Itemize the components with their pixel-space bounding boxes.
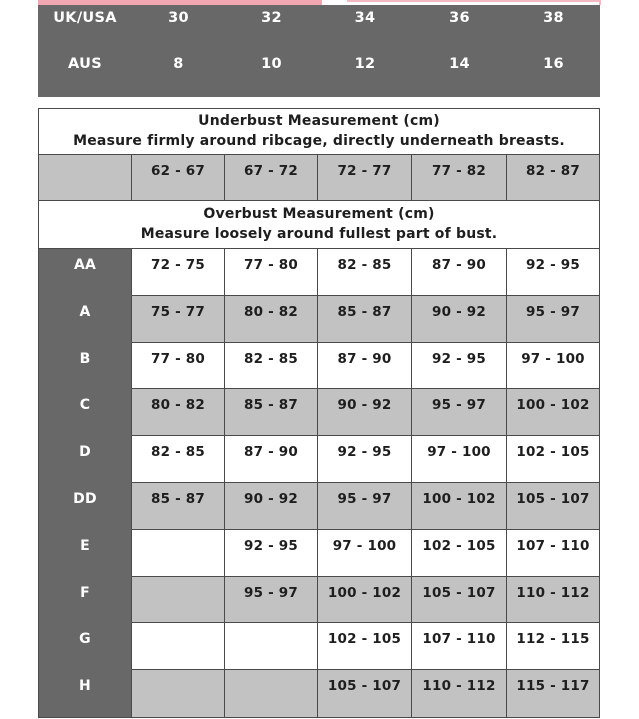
overbust-range-cell: 100 - 102: [412, 483, 507, 530]
size-cell: 30: [168, 10, 189, 26]
empty-cell: [132, 530, 225, 577]
cup-row-c: [39, 389, 599, 436]
overbust-range-cell: 87 - 90: [225, 436, 318, 483]
empty-cell: [225, 623, 318, 670]
overbust-range-cell: 82 - 85: [318, 249, 412, 296]
overbust-range-cell: 105 - 107: [412, 577, 507, 624]
size-cell: 10: [261, 56, 282, 72]
overbust-range-cell: 80 - 82: [132, 389, 225, 436]
overbust-range-cell: 90 - 92: [318, 389, 412, 436]
overbust-range-cell: 102 - 105: [412, 530, 507, 577]
overbust-range-cell: 87 - 90: [318, 343, 412, 390]
overbust-title: Overbust Measurement (cm): [203, 206, 435, 222]
empty-cell: [225, 670, 318, 717]
overbust-range-cell: 72 - 75: [132, 249, 225, 296]
overbust-range-cell: 105 - 107: [318, 670, 412, 717]
empty-cell: [132, 670, 225, 717]
overbust-range-cell: 85 - 87: [132, 483, 225, 530]
cup-row-f: [39, 577, 599, 624]
empty-cell: [132, 623, 225, 670]
size-cell: 38: [543, 10, 564, 26]
underbust-range-cell: 77 - 82: [412, 155, 507, 201]
size-cell: 36: [449, 10, 470, 26]
empty-cell: [39, 155, 132, 201]
overbust-range-cell: 110 - 112: [412, 670, 507, 717]
cup-row-e: [39, 530, 599, 577]
empty-cell: [132, 577, 225, 624]
cup-label: C: [39, 389, 132, 436]
overbust-range-cell: 100 - 102: [318, 577, 412, 624]
overbust-range-cell: 92 - 95: [507, 249, 599, 296]
underbust-range-cell: 82 - 87: [507, 155, 599, 201]
overbust-range-cell: 105 - 107: [507, 483, 599, 530]
cup-label: A: [39, 296, 132, 343]
underbust-title: Underbust Measurement (cm): [198, 113, 440, 129]
size-cell: 8: [173, 56, 184, 72]
overbust-header: [39, 201, 599, 249]
cup-row-d: [39, 436, 599, 483]
cup-label: E: [39, 530, 132, 577]
overbust-range-cell: 77 - 80: [225, 249, 318, 296]
size-cell: 32: [261, 10, 282, 26]
uk-usa-label: UK/USA: [53, 10, 117, 26]
overbust-range-cell: 107 - 110: [507, 530, 599, 577]
overbust-range-cell: 95 - 97: [225, 577, 318, 624]
cup-row-dd: [39, 483, 599, 530]
overbust-range-cell: 100 - 102: [507, 389, 599, 436]
measurement-table: [38, 108, 600, 718]
overbust-range-cell: 92 - 95: [412, 343, 507, 390]
size-cell: 12: [354, 56, 376, 72]
size-cell: 14: [449, 56, 470, 72]
cup-label: D: [39, 436, 132, 483]
uk-usa-size-row: [38, 5, 600, 51]
overbust-range-cell: 82 - 85: [132, 436, 225, 483]
cup-row-h: [39, 670, 599, 717]
cup-row-g: [39, 623, 599, 670]
size-cell: 16: [543, 56, 564, 72]
cup-label: B: [39, 343, 132, 390]
overbust-range-cell: 107 - 110: [412, 623, 507, 670]
cup-row-a: [39, 296, 599, 343]
band-size-header: [38, 5, 600, 97]
overbust-range-cell: 102 - 105: [318, 623, 412, 670]
cup-label: H: [39, 670, 132, 717]
cup-label: DD: [39, 483, 132, 530]
overbust-range-cell: 95 - 97: [318, 483, 412, 530]
overbust-range-cell: 90 - 92: [412, 296, 507, 343]
overbust-range-cell: 95 - 97: [412, 389, 507, 436]
overbust-range-cell: 95 - 97: [507, 296, 599, 343]
overbust-range-cell: 87 - 90: [412, 249, 507, 296]
overbust-range-cell: 80 - 82: [225, 296, 318, 343]
underbust-values-row: [39, 155, 599, 201]
underbust-range-cell: 72 - 77: [318, 155, 412, 201]
overbust-range-cell: 112 - 115: [507, 623, 599, 670]
overbust-range-cell: 97 - 100: [412, 436, 507, 483]
underbust-header: [39, 109, 599, 155]
cup-row-aa: [39, 249, 599, 296]
overbust-range-cell: 82 - 85: [225, 343, 318, 390]
overbust-subtitle: Measure loosely around fullest part of bust.: [140, 225, 498, 242]
cup-label: G: [39, 623, 132, 670]
aus-label: AUS: [68, 56, 102, 72]
overbust-range-cell: 92 - 95: [318, 436, 412, 483]
overbust-range-cell: 85 - 87: [225, 389, 318, 436]
overbust-range-cell: 92 - 95: [225, 530, 318, 577]
underbust-subtitle: Measure firmly around ribcage, directly underneath breasts.: [73, 132, 565, 149]
overbust-range-cell: 77 - 80: [132, 343, 225, 390]
overbust-range-cell: 97 - 100: [507, 343, 599, 390]
overbust-range-cell: 110 - 112: [507, 577, 599, 624]
overbust-range-cell: 85 - 87: [318, 296, 412, 343]
cup-label: AA: [39, 249, 132, 296]
underbust-range-cell: 67 - 72: [225, 155, 318, 201]
tab-border-line: [347, 0, 599, 2]
aus-size-row: [38, 51, 600, 97]
overbust-range-cell: 97 - 100: [318, 530, 412, 577]
underbust-range-cell: 62 - 67: [132, 155, 225, 201]
cup-label: F: [39, 577, 132, 624]
overbust-range-cell: 90 - 92: [225, 483, 318, 530]
overbust-range-cell: 115 - 117: [507, 670, 599, 717]
cup-row-b: [39, 343, 599, 390]
overbust-range-cell: 75 - 77: [132, 296, 225, 343]
overbust-range-cell: 102 - 105: [507, 436, 599, 483]
size-cell: 34: [354, 10, 376, 26]
